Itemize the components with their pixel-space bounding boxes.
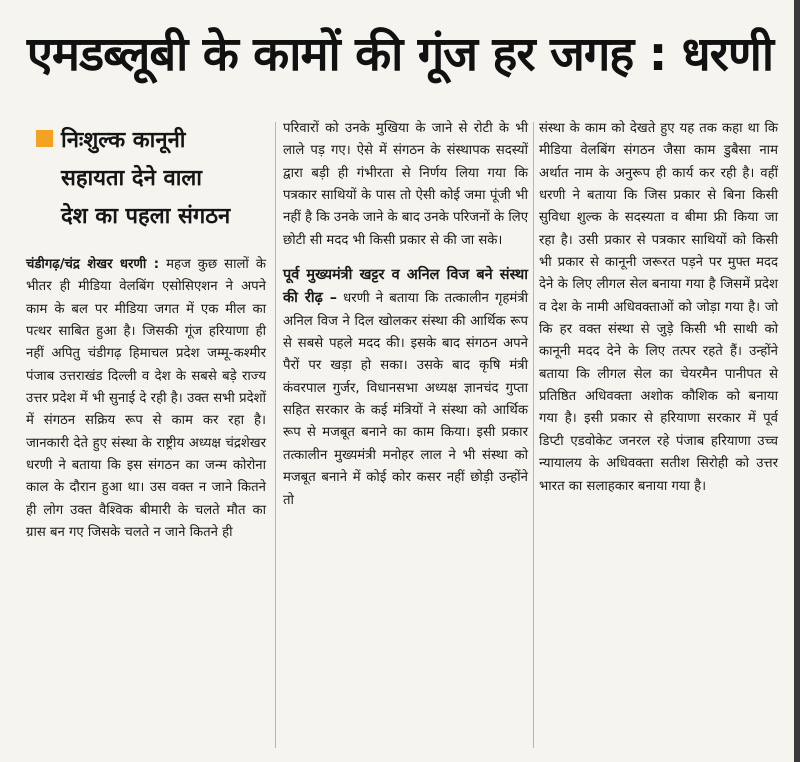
column-divider xyxy=(275,122,276,748)
article-paragraph: परिवारों को उनके मुखिया के जाने से रोटी के भी लाले पड़ गए। ऐसे में संगठन के संस्थापक सदस्यों द्वारा बड़ी ही गंभीरता से निर्णय लिया गया कि पत्रकार साथियों के पास तो ऐसी कोई जमा पूंजी भी नहीं है कि उनके जाने के बाद उनके परिजनों के लिए छोटी सी मदद भी किसी प्रकार से की जा सके। xyxy=(283,121,528,248)
subheading: पूर्व मुख्यमंत्री खट्टर व अनिल विज बने संस्था की रीढ़ – xyxy=(283,267,528,307)
kicker-line: निःशुल्क कानूनी xyxy=(61,128,186,153)
paragraph-text: महज कुछ सालों के भीतर ही मीडिया वेलबिंग एसोसिएशन ने अपने काम के बल पर मीडिया जगत में एक मील का पत्थर साबित हुआ है। जिसकी गूंज हरियाणा ही नहीं अपितु चंडीगढ़ हिमाचल प्रदेश जम्मू-कश्मीर पंजाब उत्तराखंड दिल्ली व देश के सबसे बड़े राज्य उत्तर प्रदेश में भी सुनाई दे रही है। उक्त सभी प्रदेशों में संगठन सक्रिय रूप से काम कर रहा है। जानकारी देते हुए संस्था के राष्ट्रीय अध्यक्ष चंद्रशेखर धरणी ने बताया कि इस संगठन का जन्म कोरोना काल के दौरान हुआ था। उस वक्त न जाने कितने ही लोग उक्त वैश्विक बीमारी के चलते मौत का ग्रास बन गए जिसके चलते न जाने कितने ही xyxy=(26,257,266,541)
article-paragraph: संस्था के काम को देखते हुए यह तक कहा था कि मीडिया वेलबिंग संगठन जैसा काम डुबैसा नाम अर्थात नाम के अनुरूप ही कार्य कर रही है। वहीं धरणी ने बताया कि जिस प्रकार से बिना किसी सुविधा शुल्क के सदस्यता व बीमा फ्री किया जा रहा है। उसी प्रकार से पत्रकार साथियों को किसी भी प्रकार से कानूनी जरूरत पड़ने पर मुफ्त मदद देने के लिए लीगल सेल बनाया गया है जिसमें प्रदेश व देश के नामी अधिवक्ताओं को जोड़ा गया है। जो कि हर वक्त संस्था से जुड़े किसी भी साथी को कानूनी मदद देने के लिए तत्पर रहते हैं। उन्होंने बताया कि लीगल सेल का चेयरमैन पानीपत से प्रतिष्ठित अधिवक्ता अशोक कौशिक को बनाया गया है। इसी प्रकार से हरियाणा सरकार में पूर्व डिप्टी एडवोकेट जनरल रहे पंजाब हरियाणा उच्च न्यायालय के अधिवक्ता सतीश सिरोही को उत्तर भारत का सलाहकार बनाया गया है। xyxy=(539,121,778,494)
column-divider xyxy=(533,122,534,748)
kicker-line: देश का पहला संगठन xyxy=(61,204,231,229)
byline: चंडीगढ़/चंद्र शेखर धरणी : xyxy=(26,257,160,272)
kicker-text xyxy=(61,122,230,236)
headline: एमडब्लूबी के कामों की गूंज हर जगह : धरणी xyxy=(26,27,774,82)
article-column-3 xyxy=(539,118,778,498)
article-paragraph xyxy=(26,254,266,544)
paragraph-text: धरणी ने बताया कि तत्कालीन गृहमंत्री अनिल विज ने दिल खोलकर संस्था की आर्थिक रूप से सबसे पहले मदद की। इसके बाद संगठन अपने पैरों पर खड़ा हो सका। उसके बाद कृषि मंत्री कंवरपाल गुर्जर, विधानसभा अध्यक्ष ज्ञानचंद गुप्ता सहित सरकार के कई मंत्रियों ने संस्था को आर्थिक रूप से मजबूत बनाने का काम किया। इसी प्रकार तत्कालीन मुख्यमंत्री मनोहर लाल ने भी संस्था को मजबूत बनाने में कोई कोर कसर नहीं छोड़ी उन्होंने तो xyxy=(283,291,529,508)
kicker-box xyxy=(36,122,266,236)
orange-square-icon xyxy=(36,130,53,147)
article-column-1 xyxy=(26,122,266,544)
article-paragraph xyxy=(283,264,528,512)
kicker-line: सहायता देने वाला xyxy=(61,166,203,191)
article-column-2 xyxy=(283,118,528,512)
page-edge xyxy=(794,0,800,762)
